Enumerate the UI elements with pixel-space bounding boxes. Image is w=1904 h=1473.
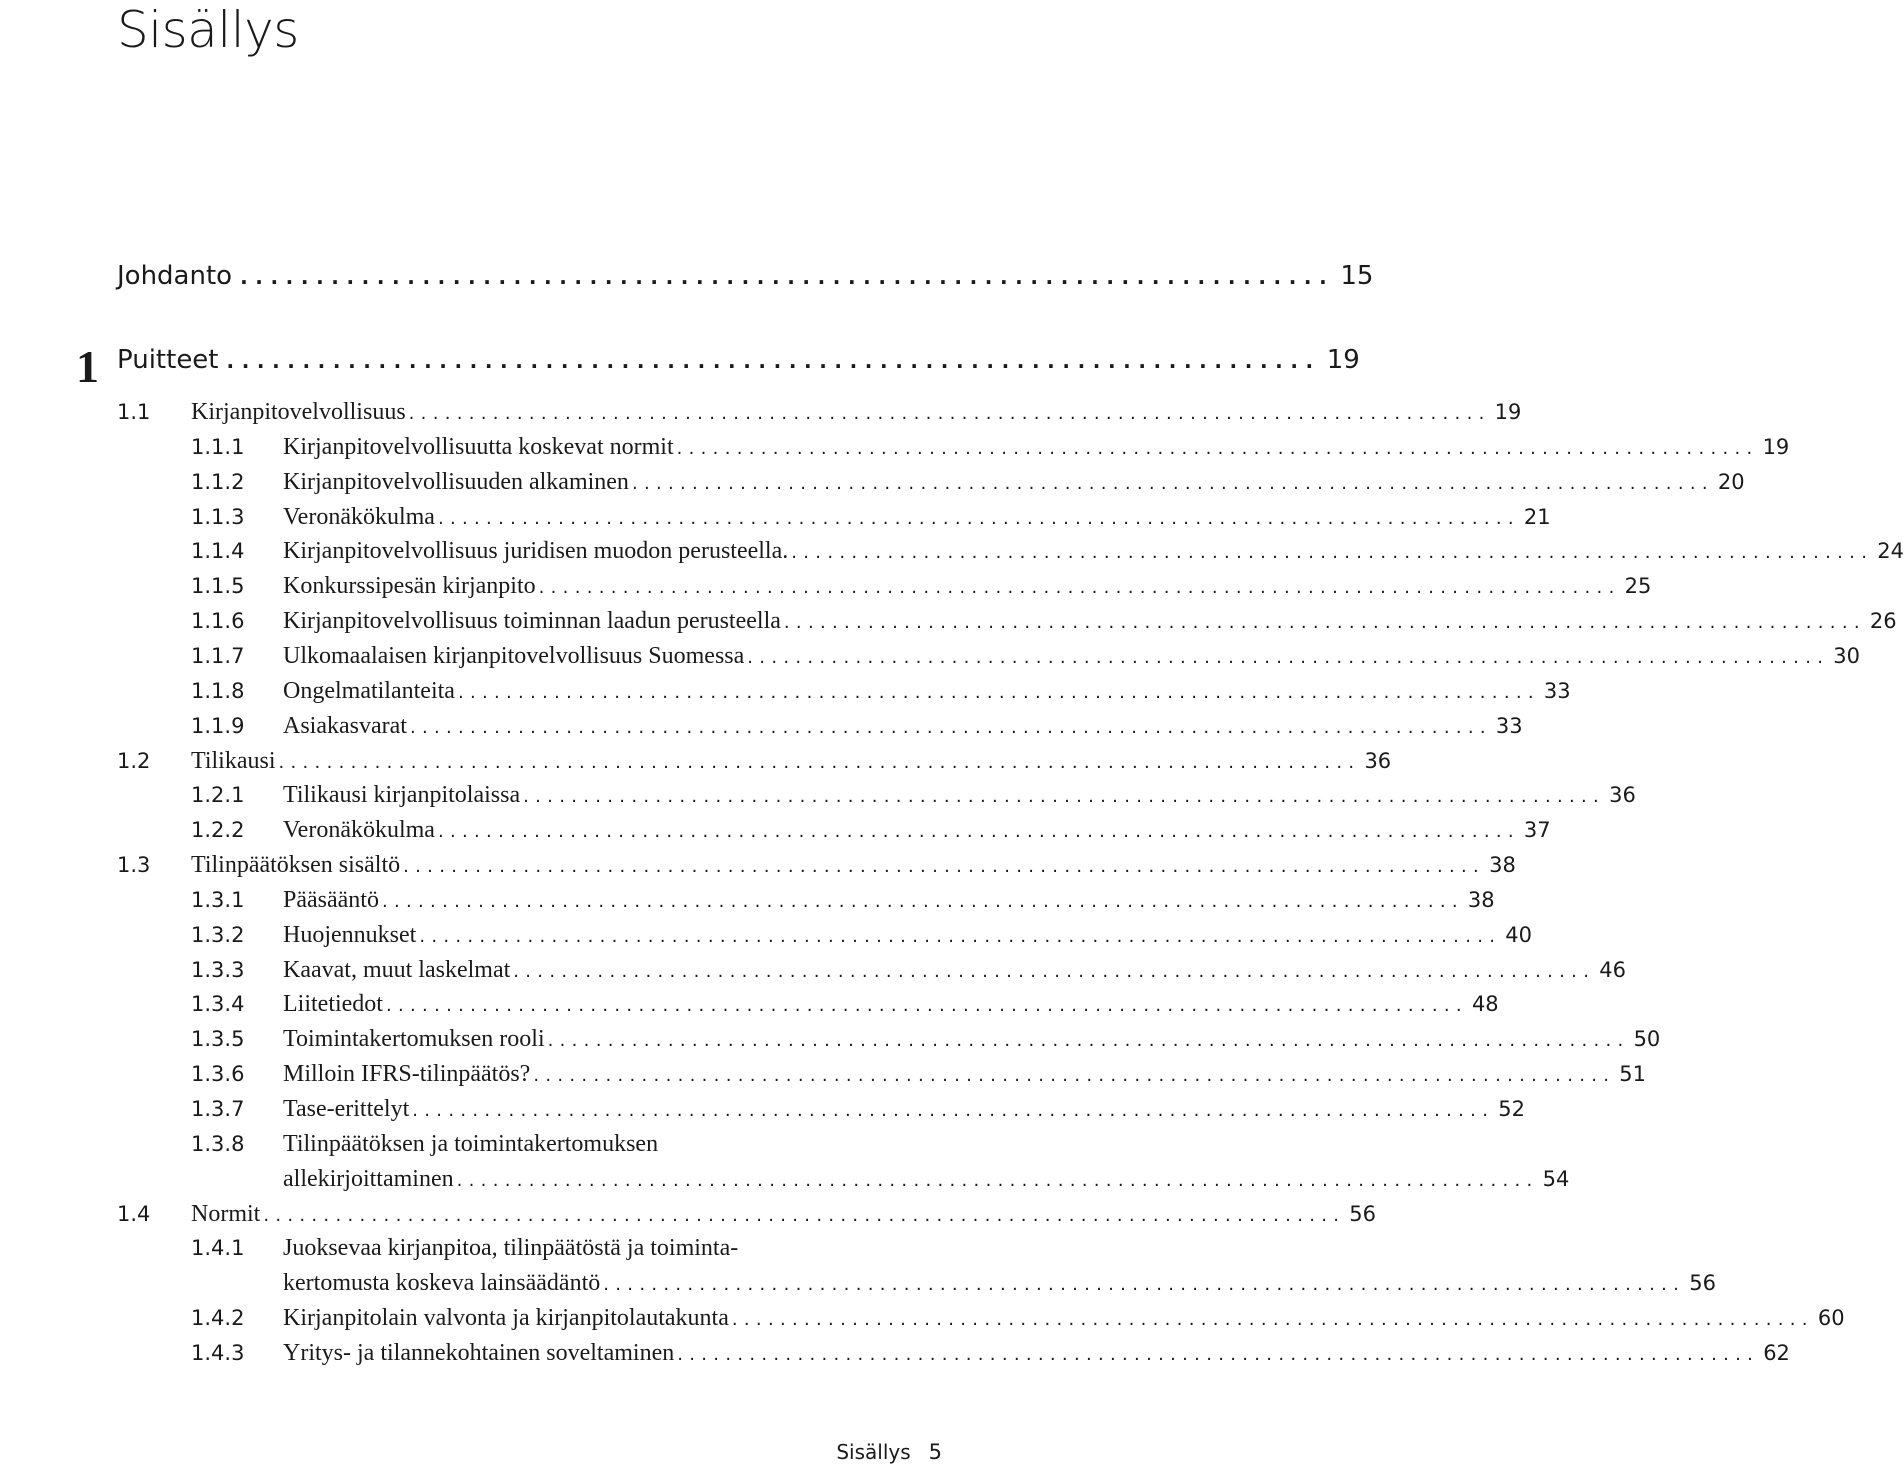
- toc-entry-number: 1.1.7: [191, 643, 245, 668]
- dot-leader: ..........................................................................................: [791, 542, 1874, 564]
- toc-entry-label: Ongelmatilanteita: [283, 677, 455, 704]
- toc-entry-page: 56: [1689, 1271, 1716, 1296]
- toc-entry-page: 56: [1349, 1201, 1377, 1226]
- toc-intro-page: 15: [1340, 261, 1374, 291]
- toc-entry-label: Kirjanpitovelvollisuus toiminnan laadun perusteella: [283, 608, 781, 635]
- dot-leader: ..........................................................................................: [437, 507, 1520, 529]
- toc-entry-page: 48: [1471, 992, 1499, 1017]
- toc-entry-number: 1.3.5: [191, 1027, 245, 1052]
- toc-entry-label: Tilinpäätöksen ja toimintakertomuksen: [283, 1130, 659, 1157]
- toc-entry-label: Milloin IFRS-tilinpäätös?: [283, 1061, 531, 1088]
- toc-entry-number: 1.1.4: [191, 539, 245, 564]
- toc-entry-label: Ulkomaalaisen kirjanpitovelvollisuus Suomessa: [283, 642, 745, 669]
- dot-leader: ..........................................................................................: [456, 1169, 1539, 1191]
- dot-leader: ........................................................................: [226, 349, 1321, 373]
- toc-entry[interactable]: [0, 883, 1495, 917]
- toc-entry[interactable]: [0, 1022, 1661, 1056]
- toc-entry-page: 54: [1542, 1166, 1570, 1191]
- toc-entry[interactable]: [0, 1336, 1790, 1370]
- toc-entry-number: 1.1.8: [191, 678, 245, 703]
- dot-leader: ..........................................................................................: [676, 437, 1759, 459]
- toc-entry[interactable]: [0, 987, 1499, 1021]
- toc-entry-number: 1.3.1: [191, 887, 245, 912]
- toc-entry-page: 52: [1498, 1097, 1525, 1121]
- toc-entry-number: 1.4.2: [191, 1306, 245, 1331]
- toc-entry-page: 36: [1364, 748, 1392, 773]
- toc-entry[interactable]: [0, 813, 1551, 847]
- footer-label: Sisällys: [836, 1440, 911, 1464]
- toc-entry[interactable]: [0, 430, 1790, 464]
- dot-leader: ..........................................................................................: [523, 786, 1606, 808]
- toc-entry-number: 1.3.2: [191, 922, 245, 947]
- toc-entry-page: 19: [1494, 400, 1522, 424]
- dot-leader: ..........................................................................................: [412, 1100, 1495, 1121]
- toc-entry[interactable]: [0, 918, 1532, 952]
- toc-entry[interactable]: [0, 1231, 1716, 1297]
- toc-entry-number: 1.3.3: [191, 957, 245, 982]
- toc-chapter[interactable]: [117, 340, 1360, 380]
- dot-leader: ..........................................................................................: [403, 856, 1486, 878]
- toc-entry-label: Pääsääntö: [283, 886, 379, 913]
- dot-leader: ..........................................................................................: [677, 1343, 1760, 1365]
- toc-entry-label: Kirjanpitovelvollisuutta koskevat normit: [283, 433, 674, 460]
- toc-entry-number: 1.1.5: [191, 574, 245, 599]
- toc-entry-label: Konkurssipesän kirjanpito: [283, 573, 536, 600]
- toc-intro[interactable]: [117, 256, 1374, 296]
- toc-chapter-label: Puitteet: [117, 345, 219, 375]
- chapter-number: 1: [76, 341, 99, 392]
- dot-leader: ..........................................................................................: [731, 1309, 1814, 1331]
- toc-entry-number: 1.3: [117, 853, 151, 878]
- toc-entry-label: Kirjanpitovelvollisuuden alkaminen: [283, 468, 629, 495]
- toc-entry[interactable]: [0, 674, 1571, 708]
- toc-entry-page: 24: [1877, 539, 1904, 564]
- toc-entry-page: 46: [1599, 957, 1626, 982]
- toc-entry[interactable]: [0, 534, 1904, 568]
- toc-entry-number: 1.1.1: [191, 434, 245, 459]
- toc-entry[interactable]: [0, 639, 1860, 673]
- dot-leader: ..........................................................................................: [547, 1030, 1630, 1052]
- dot-leader: ..........................................................................................: [385, 995, 1468, 1017]
- toc-entry-page: 60: [1817, 1306, 1845, 1331]
- dot-leader: ..........................................................................................: [513, 960, 1596, 982]
- toc-entry[interactable]: [0, 709, 1523, 743]
- dot-leader: ..........................................................................................: [538, 577, 1621, 599]
- toc-entry-label: Toimintakertomuksen rooli: [283, 1026, 545, 1053]
- toc-entry[interactable]: [0, 395, 1522, 429]
- toc-entry[interactable]: [0, 778, 1636, 812]
- toc-entry-page: 26: [1869, 609, 1897, 634]
- toc-entry[interactable]: [0, 953, 1626, 987]
- toc-entry-number: 1.4: [117, 1201, 151, 1226]
- toc-entry-page: 33: [1495, 713, 1523, 738]
- dot-leader: ..........................................................................................: [533, 1065, 1616, 1087]
- dot-leader: ........................................................................: [240, 265, 1335, 289]
- toc-entry-number: 1.3.4: [191, 992, 245, 1017]
- dot-leader: ..........................................................................................: [408, 403, 1491, 424]
- toc-entry-page: 30: [1833, 643, 1860, 668]
- toc-entry-label: Huojennukset: [283, 921, 417, 948]
- toc-entry-label: Veronäkökulma: [283, 817, 435, 844]
- dot-leader: ..........................................................................................: [263, 1204, 1346, 1226]
- toc-entry-number: 1.1.9: [191, 713, 245, 738]
- toc-entry-page: 37: [1523, 818, 1551, 843]
- toc-entry-number: 1.2: [117, 748, 151, 773]
- dot-leader: ..........................................................................................: [631, 472, 1714, 494]
- toc-entry-page: 62: [1763, 1340, 1790, 1365]
- dot-leader: ..........................................................................................: [783, 612, 1866, 634]
- toc-entry-page: 38: [1467, 887, 1495, 912]
- toc-entry[interactable]: [0, 1301, 1845, 1335]
- dot-leader: ..........................................................................................: [381, 890, 1464, 912]
- toc-entry[interactable]: [0, 1197, 1377, 1231]
- page-title: Sisällys: [117, 1, 299, 59]
- toc-entry-label: Kaavat, muut laskelmat: [283, 956, 511, 983]
- toc-entry-number: 1.4.3: [191, 1340, 245, 1365]
- toc-entry-page: 50: [1633, 1027, 1661, 1052]
- toc-entry-page: 33: [1543, 678, 1571, 703]
- toc-entry-page: 36: [1609, 783, 1636, 808]
- toc-entry-label: Juoksevaa kirjanpitoa, tilinpäätöstä ja toiminta-: [283, 1235, 739, 1262]
- toc-entry-label: Liitetiedot: [283, 991, 383, 1018]
- toc-entry-label: Yritys- ja tilannekohtainen soveltaminen: [283, 1339, 675, 1366]
- toc-entry-number: 1.2.2: [191, 818, 245, 843]
- toc-entry-page: 25: [1624, 574, 1652, 599]
- toc-chapter-page: 19: [1326, 345, 1360, 375]
- toc-entry-number: 1.1.3: [191, 504, 245, 529]
- toc-entry-label: Kirjanpitolain valvonta ja kirjanpitolautakunta: [283, 1305, 729, 1332]
- toc-entry-number: 1.3.8: [191, 1131, 245, 1156]
- toc-entry-number: 1.2.1: [191, 783, 245, 808]
- toc-intro-label: Johdanto: [117, 261, 233, 291]
- toc-entry[interactable]: [0, 1127, 1570, 1192]
- toc-entry-number: 1.3.6: [191, 1062, 245, 1087]
- toc-entry-number: 1.3.7: [191, 1097, 245, 1121]
- toc-entry-number: 1.1.6: [191, 609, 245, 634]
- toc-entry[interactable]: [0, 744, 1392, 778]
- page-footer: [836, 1440, 942, 1464]
- toc-entry[interactable]: [0, 1092, 1525, 1126]
- toc-entry[interactable]: [0, 604, 1897, 638]
- toc-entry-label: Tilikausi kirjanpitolaissa: [283, 782, 521, 809]
- toc-entry-label: Normit: [191, 1200, 261, 1227]
- toc-entry[interactable]: [0, 569, 1652, 603]
- toc-entry-label: Kirjanpitovelvollisuus: [191, 399, 406, 425]
- dot-leader: ..........................................................................................: [409, 716, 1492, 738]
- toc-entry-label: Tilinpäätöksen sisältö: [191, 852, 401, 879]
- toc-entry[interactable]: [0, 1057, 1647, 1091]
- toc-entry-page: 40: [1505, 922, 1532, 947]
- toc-entry[interactable]: [0, 465, 1745, 499]
- toc-entry-label: Kirjanpitovelvollisuus juridisen muodon perusteella.: [283, 538, 789, 565]
- dot-leader: ..........................................................................................: [747, 646, 1830, 668]
- toc-entry-number: 1.1.2: [191, 469, 245, 494]
- toc-entry-page: 21: [1523, 504, 1551, 529]
- toc-entry-page: 51: [1619, 1062, 1647, 1087]
- toc-entry-page: 19: [1762, 434, 1790, 459]
- footer-page-number: 5: [928, 1440, 942, 1464]
- toc-entry-label-continued: allekirjoittaminen: [283, 1165, 454, 1192]
- toc-entry-label: Asiakasvarat: [283, 712, 407, 739]
- toc-entry-label-continued: kertomusta koskeva lainsäädäntö: [283, 1270, 601, 1297]
- dot-leader: ..........................................................................................: [457, 681, 1540, 703]
- dot-leader: ..........................................................................................: [603, 1274, 1686, 1296]
- toc-entry-label: Tilikausi: [191, 747, 276, 774]
- toc-entry-label: Tase-erittelyt: [283, 1096, 410, 1122]
- toc-entry-page: 20: [1717, 469, 1745, 494]
- toc-entry-label: Veronäkökulma: [283, 503, 435, 530]
- dot-leader: ..........................................................................................: [419, 925, 1502, 947]
- toc-entry[interactable]: [0, 848, 1516, 882]
- toc-entry[interactable]: [0, 500, 1551, 534]
- toc-entry-number: 1.1: [117, 400, 151, 424]
- toc-entry-number: 1.4.1: [191, 1236, 245, 1261]
- dot-leader: ..........................................................................................: [278, 751, 1361, 773]
- toc-entry-page: 38: [1489, 853, 1516, 878]
- dot-leader: ..........................................................................................: [437, 821, 1520, 843]
